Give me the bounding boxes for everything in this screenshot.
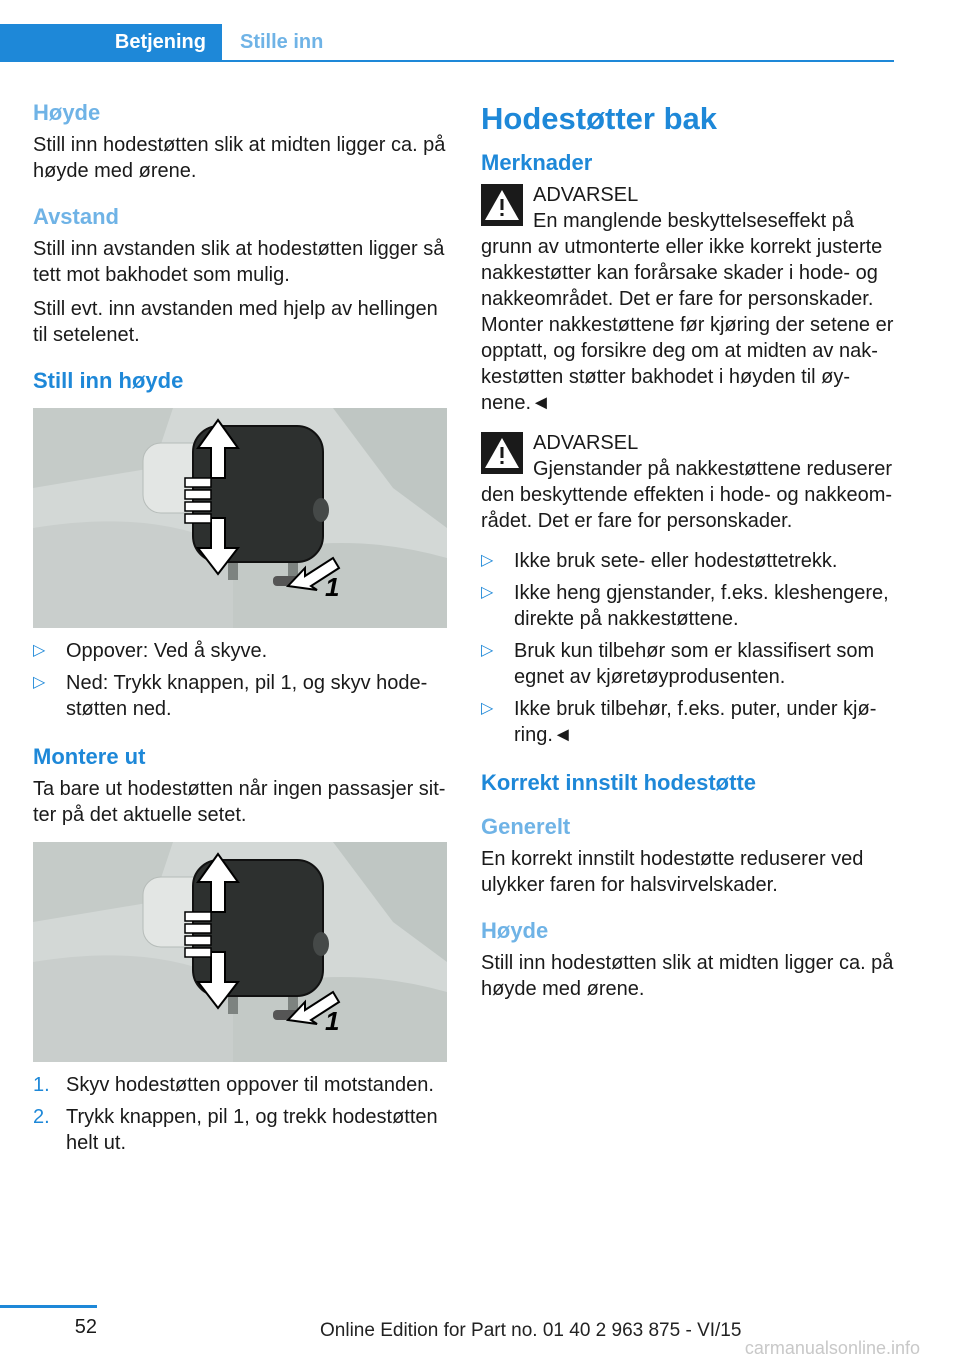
section-hoyde-right-title: Høyde xyxy=(481,918,549,943)
headrest-figure-2 xyxy=(33,842,447,1062)
figure-1-callout: 1 xyxy=(325,572,340,602)
header-divider xyxy=(222,60,894,62)
footer-divider xyxy=(0,1305,97,1308)
section-avstand-text-2: Still evt. inn avstanden med hjelp av hellingen til setelenet. xyxy=(33,298,438,346)
headrest-figure-1 xyxy=(33,408,447,628)
section-avstand-title: Avstand xyxy=(33,204,119,229)
section-generelt-text: En korrekt innstilt hodestøtte reduserer ved ulykker faren for halsvirvelskader. xyxy=(481,848,864,896)
warning-block-2 xyxy=(481,430,895,534)
right-column xyxy=(481,100,895,1010)
tab-stille-inn[interactable]: Stille inn xyxy=(240,31,324,53)
section-hoyde-title: Høyde xyxy=(33,100,101,125)
warning-2-label: ADVARSEL xyxy=(533,432,639,454)
warning-icon xyxy=(481,432,523,474)
list-item: ▷ Ikke bruk tilbehør, f.eks. puter, under kjøring.◄ xyxy=(481,698,877,746)
warning-2-text: Gjenstander på nakkestøttene reduserer den beskyttende effekten i hode- og nakkeområdet. Det er fare for personskader. xyxy=(481,458,893,532)
edition-text: Online Edition for Part no. 01 40 2 963 875 - VI/15 xyxy=(320,1320,742,1341)
headrest-illustration-2 xyxy=(33,842,447,1062)
list-item: ▷ Ikke bruk sete- eller hodestøttetrekk. xyxy=(481,550,838,572)
list-item: ▷ Ikke heng gjenstander, f.eks. kleshengere, direkte på nakkestøttene. xyxy=(481,582,889,630)
left-column xyxy=(33,100,447,1166)
section-avstand-text-1: Still inn avstanden slik at hodestøtten ligger så tett mot bakhodet som mulig. xyxy=(33,238,445,286)
tab-betjening-label: Betjening xyxy=(114,31,206,53)
tab-betjening[interactable] xyxy=(0,24,222,62)
headrest-illustration-1 xyxy=(33,408,447,628)
remove-steps-list xyxy=(33,1072,447,1156)
section-montere-title: Montere ut xyxy=(33,744,146,769)
warning-1-label: ADVARSEL xyxy=(533,184,639,206)
list-item: 1. Skyv hodestøtten oppover til motstanden. xyxy=(33,1074,434,1096)
list-item: ▷ Ned: Trykk knappen, pil 1, og skyv hodestøtten ned. xyxy=(33,672,428,720)
precautions-list xyxy=(481,548,895,748)
warning-1-text: En manglende beskyttelseseffekt på grunn av utmonterte eller ikke korrekt justerte nakkestøtter kan forårsake skader i hode- og nakkeområdet. Det er fare for personskader. Monter nakkestøttene før kjøring der setene er opptatt, og forsikre deg om at midten av nakkestøtten støtter bakhodet i høyden til øynene.◄ xyxy=(481,210,894,414)
section-generelt-title: Generelt xyxy=(481,814,571,839)
page-number: 52 xyxy=(74,1316,97,1338)
warning-block-1 xyxy=(481,182,895,416)
watermark: carmanualsonline.info xyxy=(744,1338,920,1358)
section-korrekt-title: Korrekt innstilt hodestøtte xyxy=(481,770,757,795)
section-hoyde-text: Still inn hodestøtten slik at midten ligger ca. på høyde med ørene. xyxy=(33,134,446,182)
figure-2-callout: 1 xyxy=(325,1006,340,1036)
list-item: 2. Trykk knappen, pil 1, og trekk hodestøtten helt ut. xyxy=(33,1106,438,1154)
section-montere-text: Ta bare ut hodestøtten når ingen passasjer sitter på det aktuelle setet. xyxy=(33,778,446,826)
section-hoyde-right-text: Still inn hodestøtten slik at midten ligger ca. på høyde med ørene. xyxy=(481,952,894,1000)
warning-icon xyxy=(481,184,523,226)
section-merknader-title: Merknader xyxy=(481,150,593,175)
section-still-inn-title: Still inn høyde xyxy=(33,368,184,393)
list-item: ▷ Bruk kun tilbehør som er klassifisert som egnet av kjøretøyprodusenten. xyxy=(481,640,875,688)
header xyxy=(0,0,960,62)
adjust-list xyxy=(33,638,447,722)
list-item: ▷ Oppover: Ved å skyve. xyxy=(33,640,268,662)
section-hodestotter-bak-title: Hodestøtter bak xyxy=(481,101,717,136)
